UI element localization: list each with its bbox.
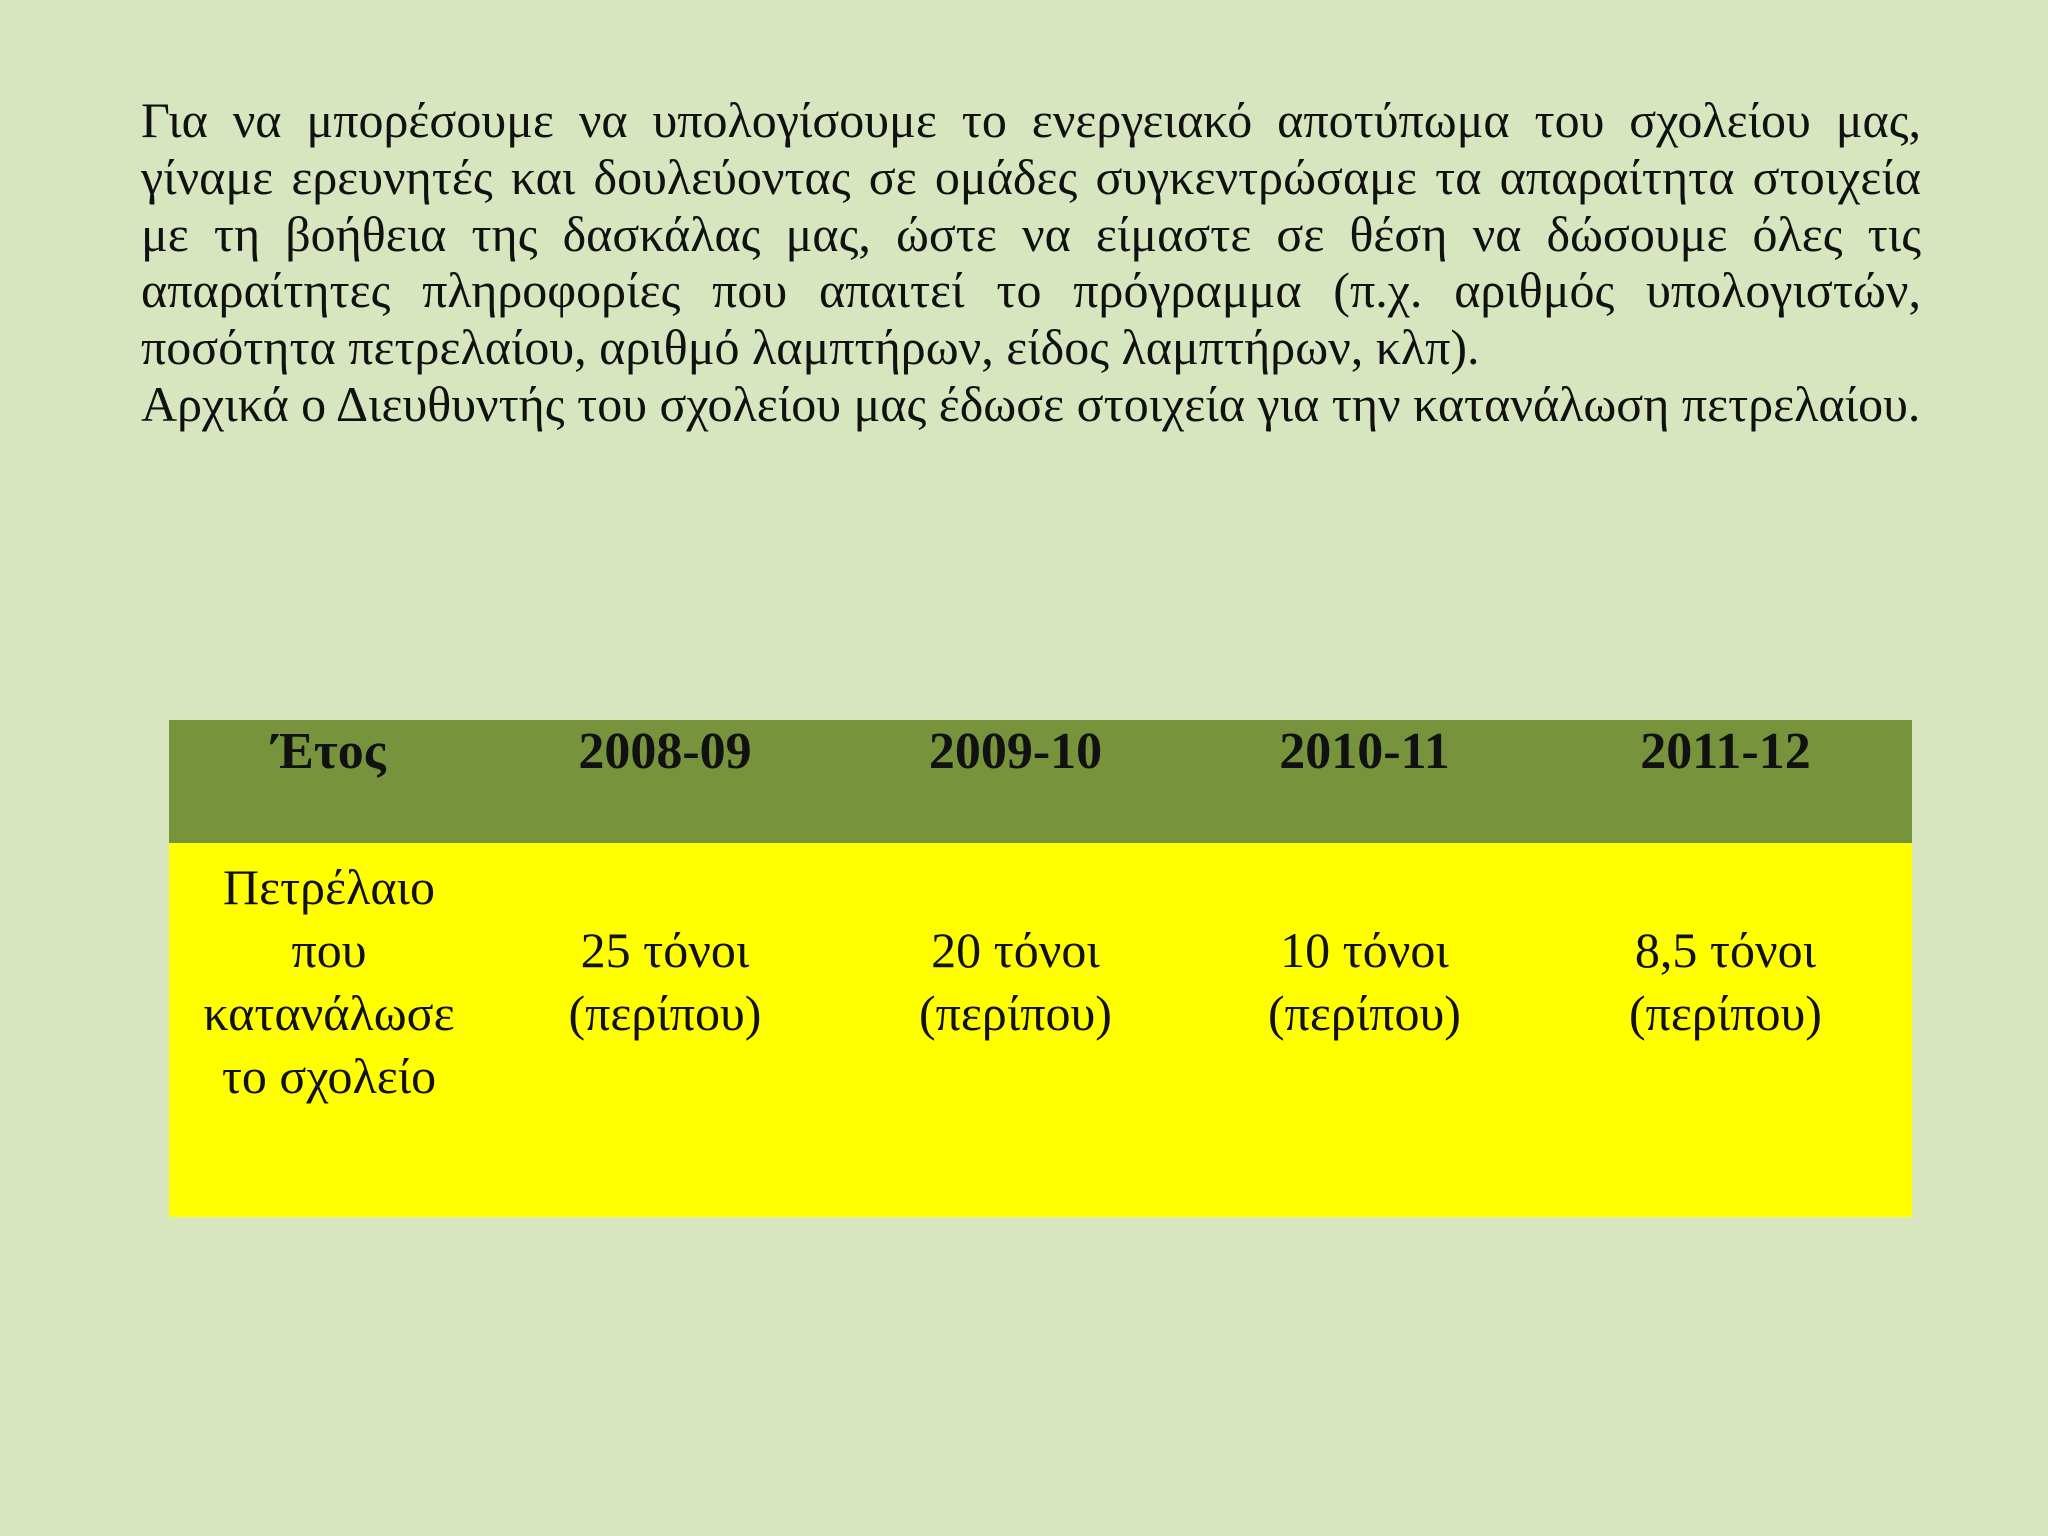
value-note: (περίπου) (1268, 985, 1461, 1041)
value-cell-2011-12 (1539, 843, 1912, 1217)
table-row (169, 843, 1912, 1217)
row-label-line: κατανάλωσε (203, 985, 455, 1041)
header-year-label: Έτος (169, 720, 489, 843)
row-label-line: Πετρέλαιο (222, 859, 436, 915)
header-2010-11: 2010-11 (1190, 720, 1539, 843)
value-note: (περίπου) (919, 985, 1112, 1041)
oil-consumption-table (169, 720, 1912, 1217)
intro-text (141, 92, 1921, 433)
value-amount: 20 τόνοι (931, 922, 1100, 978)
header-2011-12: 2011-12 (1539, 720, 1912, 843)
value-amount: 8,5 τόνοι (1634, 922, 1817, 978)
value-amount: 10 τόνοι (1280, 922, 1449, 978)
table-header-row (169, 720, 1912, 843)
value-cell-2010-11 (1190, 843, 1539, 1217)
intro-paragraph-1: Για να μπορέσουμε να υπολογίσουμε το ενεργειακό αποτύπωμα του σχολείου μας, γίναμε ερευνητές και δουλεύοντας σε ομάδες συγκεντρώσαμε τα απαραίτητα στοιχεία με τη βοήθεια της δασκάλας μας, ώστε να είμαστε σε θέση να δώσουμε όλες τις απαραίτητες πληροφορίες που απαιτεί το πρόγραμμα (π.χ. αριθμός υπολογιστών, ποσότητα πετρελαίου, αριθμό λαμπτήρων, είδος λαμπτήρων, κλπ). (141, 92, 1921, 376)
row-label-line: που (291, 922, 367, 978)
intro-paragraph-2: Αρχικά ο Διευθυντής του σχολείου μας έδωσε στοιχεία για την κατανάλωση πετρελαίου. (141, 375, 1921, 432)
header-2009-10: 2009-10 (841, 720, 1190, 843)
value-cell-2008-09 (489, 843, 841, 1217)
value-note: (περίπου) (568, 985, 762, 1041)
header-2008-09: 2008-09 (489, 720, 841, 843)
value-note: (περίπου) (1629, 985, 1822, 1041)
value-cell-2009-10 (841, 843, 1190, 1217)
row-label-line: το σχολείο (221, 1048, 437, 1104)
value-amount: 25 τόνοι (580, 922, 750, 978)
row-label-cell (169, 843, 489, 1217)
